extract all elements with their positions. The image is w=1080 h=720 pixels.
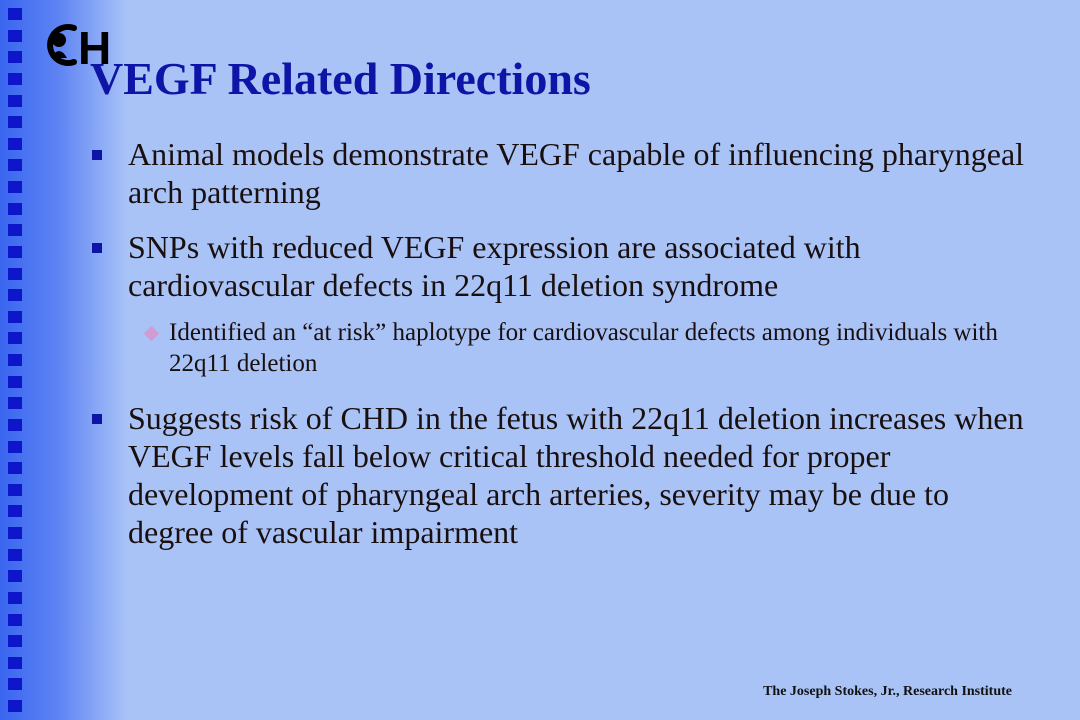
decorative-square (8, 159, 22, 171)
bullet-text: Suggests risk of CHD in the fetus with 22q11 deletion increases when VEGF levels fall below critical threshold needed for proper development of pharyngeal arch arteries, severity may be due to degree of vascular impairment (128, 400, 1024, 550)
square-column (8, 8, 26, 712)
logo-letter: H (78, 22, 112, 72)
decorative-square (8, 268, 22, 280)
decorative-square (8, 311, 22, 323)
decorative-square (8, 30, 22, 42)
decorative-square (8, 246, 22, 258)
diamond-bullet-icon (144, 326, 160, 342)
decorative-square (8, 505, 22, 517)
decorative-square (8, 678, 22, 690)
decorative-square (8, 570, 22, 582)
decorative-square (8, 397, 22, 409)
decorative-square (8, 549, 22, 561)
slide-title: VEGF Related Directions (90, 53, 591, 104)
decorative-square (8, 614, 22, 626)
square-bullet-icon (92, 414, 102, 424)
decorative-square (8, 8, 22, 20)
decorative-square (8, 462, 22, 474)
decorative-square (8, 657, 22, 669)
decorative-square (8, 592, 22, 604)
list-item (92, 135, 1032, 211)
decorative-square (8, 224, 22, 236)
decorative-square (8, 116, 22, 128)
list-item (92, 228, 1032, 304)
decorative-square (8, 138, 22, 150)
decorative-square (8, 484, 22, 496)
decorative-square (8, 527, 22, 539)
decorative-square (8, 354, 22, 366)
decorative-square (8, 441, 22, 453)
decorative-square (8, 376, 22, 388)
decorative-square (8, 95, 22, 107)
decorative-square (8, 51, 22, 63)
decorative-square (8, 73, 22, 85)
square-bullet-icon (92, 150, 102, 160)
decorative-square (8, 419, 22, 431)
footer-institute: The Joseph Stokes, Jr., Research Institute (763, 684, 1012, 699)
decorative-square (8, 289, 22, 301)
bullet-list (92, 135, 1032, 568)
bullet-text: Animal models demonstrate VEGF capable of influencing pharyngeal arch patterning (128, 136, 1025, 210)
list-item (92, 399, 1032, 551)
decorative-square (8, 700, 22, 712)
sub-bullet-text: Identified an “at risk” haplotype for cardiovascular defects among individuals with 22q11 deletion (169, 319, 998, 377)
decorative-square (8, 635, 22, 647)
decorative-square (8, 203, 22, 215)
decorative-square (8, 181, 22, 193)
decorative-square (8, 332, 22, 344)
bullet-text: SNPs with reduced VEGF expression are associated with cardiovascular defects in 22q11 deletion syndrome (128, 229, 861, 303)
square-bullet-icon (92, 243, 102, 253)
list-item (144, 317, 1032, 379)
